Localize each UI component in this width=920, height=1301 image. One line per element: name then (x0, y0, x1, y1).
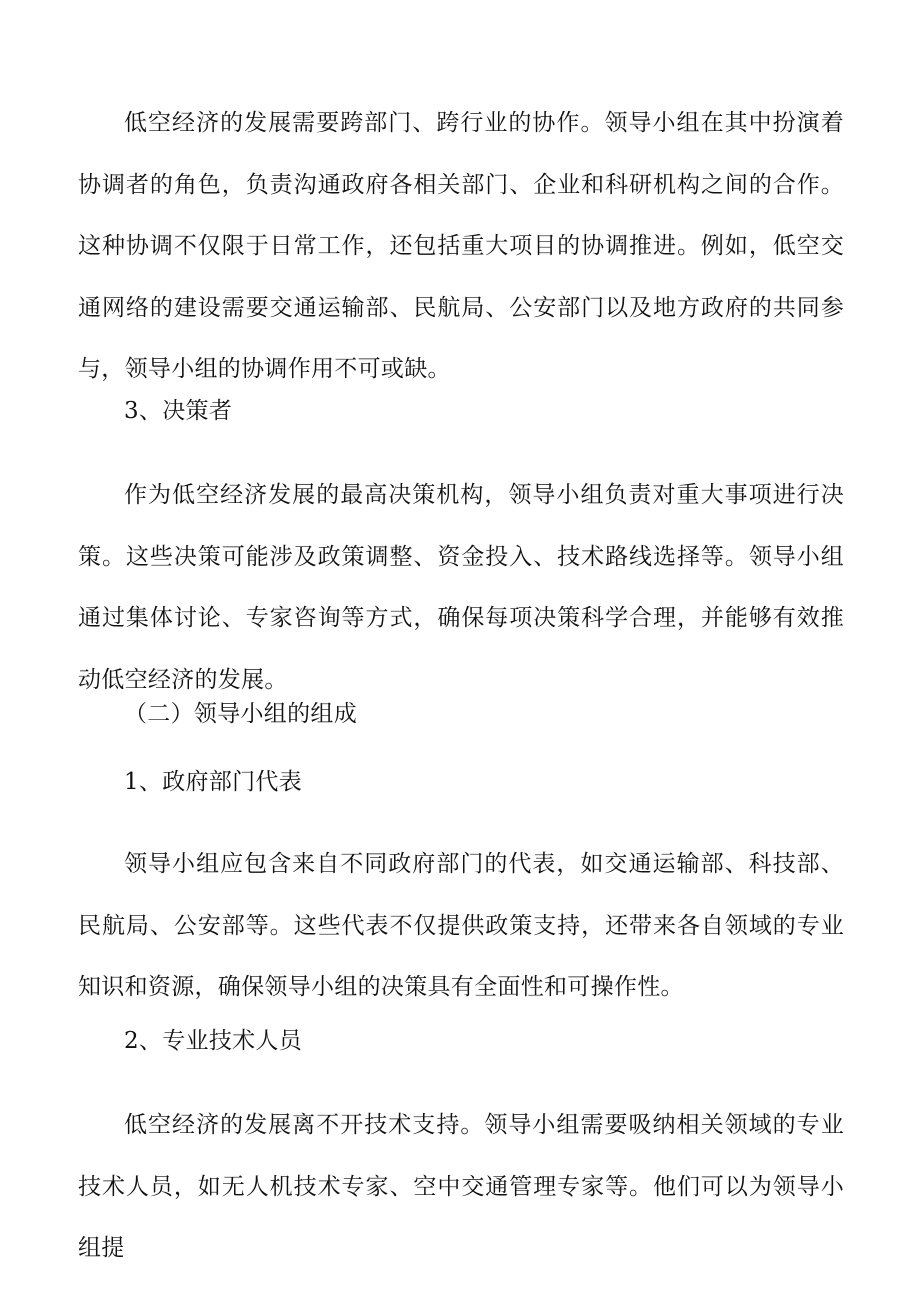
heading-technical-staff: 2、专业技术人员 (124, 1028, 303, 1054)
heading-decision-maker: 3、决策者 (124, 398, 233, 424)
paragraph-technical-staff: 低空经济的发展离不开技术支持。领导小组需要吸纳相关领域的专业技术人员，如无人机技术专家、空中交通管理专家等。他们可以为领导小组提 (78, 1112, 844, 1261)
paragraph-government-representatives: 领导小组应包含来自不同政府部门的代表，如交通运输部、科技部、民航局、公安部等。这些代表不仅提供政策支持，还带来各自领域的专业知识和资源，确保领导小组的决策具有全面性和可操作性。 (78, 851, 844, 1000)
paragraph-coordination: 低空经济的发展需要跨部门、跨行业的协作。领导小组在其中扮演着协调者的角色，负责沟通政府各相关部门、企业和科研机构之间的合作。这种协调不仅限于日常工作，还包括重大项目的协调推进。例如，低空交通网络的建设需要交通运输部、民航局、公安部门以及地方政府的共同参与，领导小组的协调作用不可或缺。 (78, 110, 844, 382)
heading-government-representatives: 1、政府部门代表 (124, 769, 303, 795)
heading-group-composition: （二）领导小组的组成 (124, 701, 357, 727)
paragraph-decision-making: 作为低空经济发展的最高决策机构，领导小组负责对重大事项进行决策。这些决策可能涉及政策调整、资金投入、技术路线选择等。领导小组通过集体讨论、专家咨询等方式，确保每项决策科学合理，并能够有效推动低空经济的发展。 (78, 482, 844, 693)
